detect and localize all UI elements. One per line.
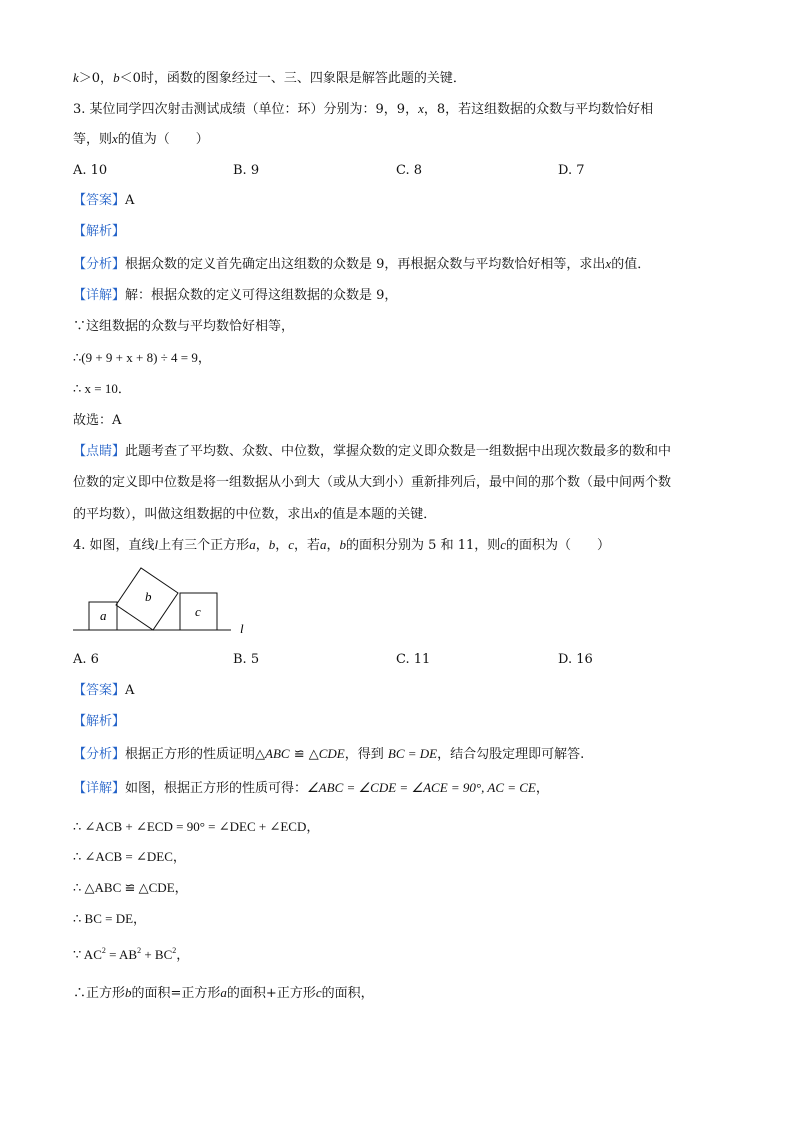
- q4-answer-value: A: [125, 683, 135, 698]
- q4-var-a: a: [249, 537, 256, 552]
- q3-equation-2: ∴ x = 10．: [73, 381, 131, 396]
- q3-fenxi-tag: 【分析】: [73, 257, 126, 272]
- q3-stem-d: 的值为（ ）: [117, 132, 209, 147]
- q3-stem-line1: [73, 101, 653, 118]
- q4-xiangjie-text: 如图，根据正方形的性质可得：: [125, 781, 308, 796]
- label-l: l: [240, 621, 244, 636]
- q3-dianjing-text-3a: 的平均数），叫做这组数据的中位数，求出: [73, 507, 314, 522]
- q3-equation-1: ∴(9 + 9 + x + 8) ÷ 4 = 9，: [73, 350, 211, 365]
- q3-answer-value: A: [125, 193, 135, 208]
- q3-guxuan: 故选：A: [73, 413, 122, 428]
- text-lt0: ＜0: [119, 71, 141, 86]
- q4-var-l: l: [154, 537, 159, 552]
- q3-because: ∵这组数据的众数与平均数恰好相等，: [73, 319, 295, 334]
- q4-var-b: b: [268, 537, 276, 552]
- q4-s5-ab: = AB: [105, 947, 138, 962]
- q4-xiangjie-tag: 【详解】: [73, 781, 126, 796]
- q4-answer: [73, 683, 134, 699]
- q3-fenxi: [73, 256, 650, 273]
- q4-stem-c: ，若: [294, 538, 321, 553]
- q4-xiangjie-eq: ∠ABC = ∠CDE = ∠ACE = 90°, AC = CE: [307, 780, 536, 795]
- q3-option-d: D. 7: [558, 163, 585, 178]
- q3-dianjing-line3: [73, 506, 436, 523]
- q4-fenxi: [73, 746, 584, 763]
- q3-dianjing-tag: 【点睛】: [73, 444, 126, 459]
- q4-option-d: D. 16: [558, 652, 593, 667]
- q3-xiangjie-tag: 【详解】: [73, 288, 126, 303]
- q4-s5-sup-1: 2: [101, 946, 106, 955]
- q4-s6-var-a: a: [220, 985, 227, 1000]
- q4-s5-sup-2: 2: [137, 946, 142, 955]
- q3-xiangjie-text: 解：根据众数的定义可得这组数据的众数是 9，: [125, 288, 398, 303]
- q4-step-2: ∴ ∠ACB = ∠DEC，: [73, 849, 186, 864]
- q4-step-6: [73, 985, 374, 1002]
- q4-stem: 4. 如图，直线l上有三个正方形a，b，c，若a，b的面积分别为 5 和 11，则c的面积为（ ）: [73, 537, 611, 553]
- q4-step-4: ∴ BC = DE，: [73, 911, 147, 926]
- q4-step-1: ∴ ∠ACB + ∠ECD = 90° = ∠DEC + ∠ECD，: [73, 819, 320, 834]
- q4-jiexi-tag: 【解析】: [73, 714, 126, 729]
- q3-var-x-2: x: [112, 131, 118, 146]
- q3-dianjing-text-3b: 的值是本题的关键．: [319, 507, 437, 522]
- q4-s6-a: ∴正方形: [73, 986, 126, 1001]
- q3-dianjing-var-x: x: [313, 506, 320, 521]
- q4-s6-var-b: b: [125, 985, 132, 1000]
- q3-var-x: x: [418, 101, 424, 116]
- q4-fenxi-text-a: 根据正方形的性质证明△: [125, 747, 266, 762]
- q4-stem-b: 上有三个正方形: [158, 538, 250, 553]
- q3-fenxi-text-b: 的值．: [611, 257, 651, 272]
- q4-option-c: C. 11: [396, 652, 431, 667]
- q4-fenxi-cde: CDE: [318, 746, 345, 761]
- q4-var-c: c: [288, 537, 294, 552]
- var-k: k: [73, 70, 79, 85]
- q4-s6-b: 的面积=正方形: [131, 986, 221, 1001]
- q3-stem-a: 3. 某位同学四次射击测试成绩（单位：环）分别为：9，9，: [73, 102, 419, 117]
- q3-stem-line2: [73, 131, 209, 148]
- q3-stem-c: 等，则: [73, 132, 113, 147]
- text-gt0: ＞0，: [78, 71, 114, 86]
- q3-option-b: B. 9: [233, 163, 260, 178]
- q3-fenxi-var-x: x: [605, 256, 612, 271]
- label-c: c: [195, 604, 201, 619]
- q3-xiangjie: [73, 288, 397, 304]
- q4-s5-bc: + BC: [141, 947, 173, 962]
- q3-dianjing-line1: [73, 444, 671, 460]
- q4-step-5: [73, 947, 189, 963]
- q3-jiexi-tag: 【解析】: [73, 224, 126, 239]
- q4-fenxi-cong: ≌ △: [289, 747, 319, 762]
- var-b: b: [113, 70, 120, 85]
- q4-s5-sup-3: 2: [172, 946, 177, 955]
- q4-fenxi-text-c: ，结合勾股定理即可解答.: [437, 747, 585, 762]
- label-a: a: [100, 608, 107, 623]
- q4-xiangjie-end: ，: [535, 781, 549, 796]
- q4-var-a-2: a: [320, 537, 327, 552]
- q4-fenxi-abc: ABC: [265, 746, 290, 761]
- q4-s5-ac: ∵ AC: [73, 947, 102, 962]
- q4-stem-a: 4. 如图，直线: [73, 538, 155, 553]
- text-rest: 时，函数的图象经过一、三、四象限是解答此题的关键．: [140, 71, 466, 86]
- q4-var-b-2: b: [339, 537, 347, 552]
- q4-var-c-2: c: [500, 537, 507, 552]
- q4-stem-e: 的面积为（ ）: [506, 538, 611, 553]
- text-line-k-b: [73, 70, 466, 87]
- q4-option-b: B. 5: [233, 652, 260, 667]
- q3-fenxi-text-a: 根据众数的定义首先确定出这组数的众数是 9，再根据众数与平均数恰好相等，求出: [125, 257, 606, 272]
- q4-stem-d: 的面积分别为 5 和 11，则: [346, 538, 501, 553]
- q4-s6-d: 的面积，: [321, 986, 374, 1001]
- q3-option-c: C. 8: [396, 163, 423, 178]
- q4-s6-c: 的面积+正方形: [226, 986, 316, 1001]
- q4-fenxi-tag: 【分析】: [73, 747, 126, 762]
- q3-answer: [73, 193, 134, 209]
- q3-dianjing-line2: 位数的定义即中位数是将一组数据从小到大（或从大到小）重新排列后，最中间的那个数（最中间两个数: [73, 475, 672, 490]
- q3-dianjing-text-1: 此题考查了平均数、众数、中位数，掌握众数的定义即众数是一组数据中出现次数最多的数和中: [125, 444, 672, 459]
- q4-fenxi-eq: BC = DE: [387, 746, 438, 761]
- squares-on-line-figure: [70, 565, 260, 637]
- q4-s6-var-c: c: [315, 985, 322, 1000]
- q4-s5-end: ，: [176, 947, 190, 962]
- label-b: b: [145, 589, 152, 604]
- q3-stem-b: ，8，若这组数据的众数与平均数恰好相: [423, 102, 654, 117]
- q4-answer-tag: 【答案】: [73, 683, 126, 698]
- q4-step-3: ∴ △ABC ≌ △CDE，: [73, 880, 188, 895]
- q4-fenxi-text-b: ，得到: [344, 747, 388, 762]
- q3-option-a: A. 10: [73, 163, 108, 178]
- q3-answer-tag: 【答案】: [73, 193, 126, 208]
- q4-xiangjie: [73, 780, 549, 797]
- q4-option-a: A. 6: [73, 652, 99, 667]
